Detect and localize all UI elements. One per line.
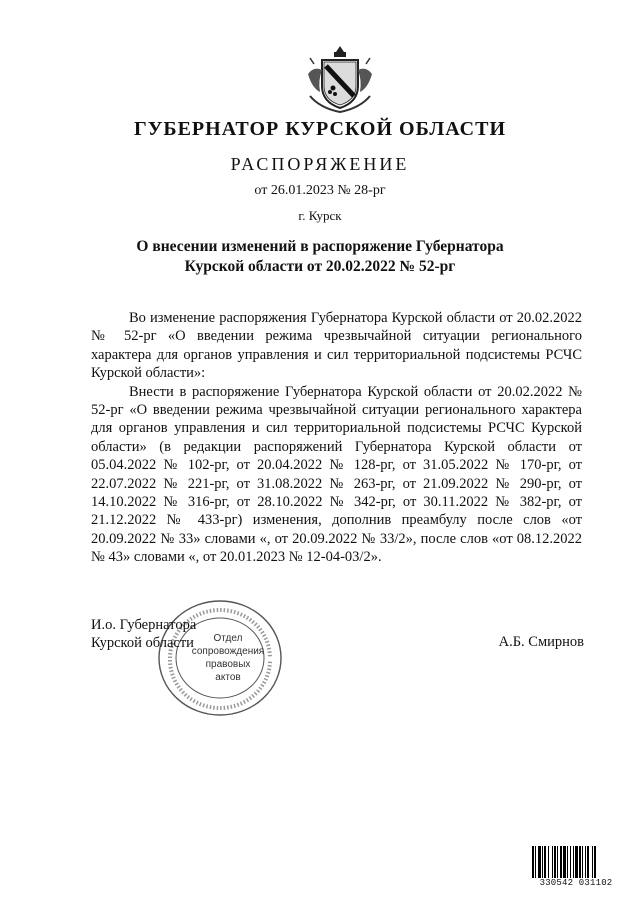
barcode-bar (567, 846, 568, 878)
document-body (91, 309, 582, 567)
document-type: РАСПОРЯЖЕНИЕ (230, 154, 410, 174)
document-city: г. Курск (298, 208, 342, 223)
subject-line: Курской области от 20.02.2022 № 52-рг (184, 258, 456, 275)
barcode-bar (532, 846, 534, 878)
barcode-bar (560, 846, 562, 878)
body-paragraph: Внести в распоряжение Губернатора Курской области от 20.02.2022 № 52-рг «О введении режима чрезвычайной ситуации регионального характера для органов управления и сил территориальной подсистемы РСЧС Курской области» (в редакции распоряжений Губернатора Курской области от 05.04.2022 № 102-рг, от 20.04.2022 № 128-рг, от 31.05.2022 № 170-рг, от 22.07.2022 № 221-рг, от 31.08.2022 № 263-рг, от 21.09.2022 № 290-рг, от 14.10.2022 № 316-рг, от 28.10.2022 № 342-рг, от 30.11.2022 № 382-рг, от 21.12.2022 № 433-рг) изменения, дополнив преамбулу после слов «от 20.09.2022 № 33» словами «, от 20.09.2022 № 33/2», после слов «от 08.12.2022 № 43» словами «, от 20.01.2023 № 12-04-03/2». (91, 383, 582, 566)
document-subject (110, 237, 530, 277)
barcode-bar (592, 846, 593, 878)
barcode-bar (552, 846, 553, 878)
barcode-number: 330542 031102 (539, 878, 613, 888)
barcode (532, 846, 620, 878)
barcode-bar (544, 846, 546, 878)
barcode-bar (554, 846, 556, 878)
signatory-position-line: Курской области (91, 635, 194, 651)
barcode-bar (587, 846, 589, 878)
subject-line: О внесении изменений в распоряжение Губернатора (136, 238, 504, 255)
barcode-bar (573, 846, 574, 878)
barcode-bar (563, 846, 566, 878)
signatory-position-line: И.о. Губернатора (91, 617, 197, 633)
barcode-bar (570, 846, 571, 878)
barcode-bar (594, 846, 596, 878)
stamp-line: сопровождения (191, 646, 265, 657)
barcode-bar (579, 846, 581, 878)
stamp-line: актов (215, 672, 241, 683)
stamp-line: правовых (205, 659, 251, 670)
barcode-bar (542, 846, 543, 878)
signatory-name: А.Б. Смирнов (498, 634, 584, 650)
barcode-bar (548, 846, 549, 878)
body-paragraph: Во изменение распоряжения Губернатора Курской области от 20.02.2022 № 52-рг «О введении режима чрезвычайной ситуации регионального характера для органов управления и сил территориальной подсистемы РСЧС Курской области»: (91, 310, 582, 382)
issuer-title: ГУБЕРНАТОР КУРСКОЙ ОБЛАСТИ (133, 118, 507, 140)
stamp-text (188, 632, 268, 684)
document-number: от 26.01.2023 № 28-рг (254, 183, 386, 198)
barcode-bar (535, 846, 536, 878)
signatory-position (91, 616, 196, 652)
barcode-bar (585, 846, 586, 878)
barcode-bar (557, 846, 558, 878)
barcode-bar (538, 846, 541, 878)
barcode-bar (582, 846, 583, 878)
stamp-line: Отдел (213, 633, 243, 644)
barcode-bar (575, 846, 578, 878)
coat-of-arms-emblem (300, 44, 380, 116)
